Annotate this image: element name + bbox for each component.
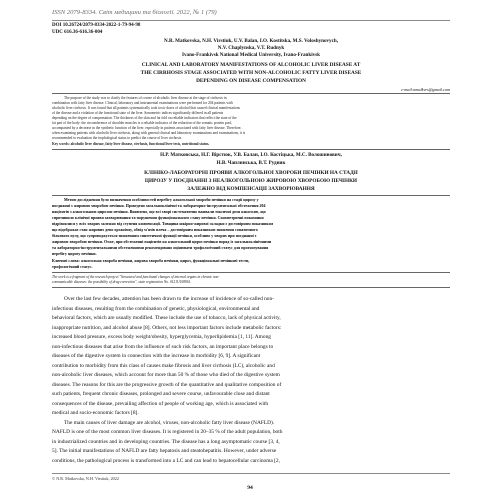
body-line: Over the last few decades, attention has been drawn to the increase of incidence of so-called non-: [64, 296, 274, 302]
abstract-ua-line: білкового пулу, що супроводжується зниженням синтетичної функції печінки, особливо у хворих при поєднанні з: [52, 234, 257, 238]
keywords-en: Key words: alcoholic liver disease, fatty liver disease, cirrhosis, functional liver tests, nutritional status.: [52, 142, 210, 146]
abstract-ua-bottom-rule: [52, 272, 450, 273]
body-line: behavioral factors, which are usually modified. These include the use of tobacco, lack of physical activity,: [52, 315, 281, 321]
abstract-ua-line: перебігу цирозу печінки.: [52, 252, 97, 256]
body-line: diseases. The reasons for this are the progressive growth of the quantitative and qualitative composition of: [52, 381, 282, 388]
keywords-ua-line-2: трофологічний статус.: [52, 265, 93, 269]
body-line: medical and socio-economic factors [8].: [52, 410, 139, 416]
body-line: diseases of the digestive system in connection with the increase in morbidity [6, 9]. A significant: [52, 353, 261, 359]
abstract-en-line: recommended to evaluation the trophological status to predict the course of liver cirrhosis.: [52, 136, 183, 140]
journal-header: ISSN 2079-8334. Світ медицини та біології. 2022, № 1 (79): [52, 9, 217, 16]
body-line: inappropriate nutrition, and alcohol abuse [8]. Others, not less important factors include metabolic factors:: [52, 324, 282, 331]
abstract-ua-line: спричинило клінічні прояви захворювання та порушення функціонального стану печінки. Сонометричні показники: [52, 216, 264, 220]
body-line: non-alcoholic liver diseases, which account for more than 50 % of those who died of the digestive system: [52, 372, 280, 378]
abstract-ua-line: пацієнтів з алкогольним цирозом печінки. Виявлено, що всі хворі систематично вживали токсичні дози алкоголю, що: [52, 210, 266, 214]
body-line: non-infectious diseases that arise from the influence of such risk factors, an important place belongs to: [52, 343, 274, 350]
footnote-line-2: communicable diseases: the possibility of drug correction", state registration No. 0121U108961.: [52, 280, 192, 284]
abstract-en-line: depending on the degree of compensation. The thickness of the skin and fat fold on reliable indicators that reflect the state of the: [52, 116, 237, 120]
authors-ua-line-1: Н.Р. Матковська, Н.Г. Вірстюк, У.В. Балан, І.О. Костіцька, М.С. Волошинович,: [160, 152, 342, 158]
body-line: increased blood pressure, excess body weight/obesity, hyperglycemia, hyperlipidemia [1, 11]. Among: [52, 334, 271, 340]
footer-rule: [52, 473, 450, 474]
footnote-rule: [52, 287, 450, 288]
body-line: infectious diseases, resulting from the combination of genetic, physiological, environmental and: [52, 305, 260, 312]
copyright: © N.R. Matkovska, N.H. Virstiuk, 2022: [52, 476, 119, 481]
authors-ua-line-2: Н.В. Чаплинська, В.Т. Рудник: [216, 160, 286, 166]
abstract-ua-top-rule: [52, 195, 450, 196]
abstract-en-line: combination with fatty liver disease. Clinical, laboratory and instrumental examinations were performed for 204 patients with: [52, 101, 233, 105]
abstract-en-line: accompanied by a decrease in the synthetic function of the liver, especially in patients associated with fatty liver disease. Therefore,: [52, 126, 242, 130]
abstract-en-line: The purpose of the study was to clarify the features of course of alcoholic liver disease at the stage of cirrhosis in: [64, 96, 227, 100]
abstract-ua-line: відрізнялися у всіх хворих залежно від ступеня компенсації. Товщина шкірно-жирової складки є достовірним показником: [52, 222, 274, 226]
body-line: contribution to morbidity from this class of causes make fibrosis and liver cirrhosis (LC), alcoholic and: [52, 362, 275, 369]
body-line: consequences of the disease, prevailing affection of people of working age, which is associated with: [52, 400, 269, 407]
title-ua-line-2: ЦИРОЗУ У ПОЄДНАННІ З НЕАЛКОГОЛЬНОЮ ЖИРОВОЮ ХВОРОБОЮ ПЕЧІНКИ: [144, 178, 358, 184]
affiliation-en: Ivano-Frankivsk National Medical University, Ivano-Frankivsk: [182, 52, 320, 58]
body-line: in industrialized countries and in developing countries. The disease has a long asymptomatic course [3, 4,: [52, 438, 280, 445]
doi-line: DOI 10.26724/2079-8334-2022-1-79-94-98: [52, 23, 141, 28]
authors-en-line-2: N.V. Chaplynska, V.T. Rudnyk: [217, 45, 285, 51]
body-line: NAFLD is one of the most common liver diseases. It is registered in 20–35 % of the adult population, both: [52, 429, 283, 435]
abstract-en-line: of the disease and a violation of the functional state of the liver. Sonometric indices significantly differed in all patients: [52, 111, 224, 115]
body-line: such patients, frequent chronic diseases, prolonged and severe course, unfavourable close and distant: [52, 391, 270, 397]
body-line: The main causes of liver damage are alcohol, viruses, non-alcoholic fatty liver disease (NAFLD).: [64, 419, 275, 426]
body-line: 5]. The initial manifestations of NAFLD are fatty hepatosis and steatohepatitis. However, under adverse: [52, 448, 277, 454]
body-line: conditions, the pathological process is transformed into a LC and can lead to hepatocellular carcinoma [2,: [52, 457, 280, 464]
abstract-en-top-rule: [52, 93, 450, 94]
title-en-line-2: THE CIRRHOSIS STAGE ASSOCIATED WITH NON-ALCOHOLIC FATTY LIVER DISEASE: [140, 70, 362, 76]
abstract-ua-line: Метою дослідження було визначення особливостей перебігу алкогольної хвороби печінки на стадії цирозу у: [64, 198, 259, 202]
title-ua-line-3: ЗАЛЕЖНО ВІД КОМПЕНСАЦІЇ ЗАХВОРЮВАННЯ: [187, 186, 315, 192]
page-number: 94: [247, 485, 253, 491]
abstract-en-bottom-rule: [52, 149, 450, 150]
abstract-en-line: fat part of the body: the circumference of shoulder muscles is a reliable indicator of the reduction of the somatic protein pool,: [52, 121, 233, 125]
keywords-ua-line-1: Ключові слова: алкогольна хвороба печінки, жирова хвороба печінки, цироз, функціональні печінкові тести,: [52, 259, 250, 263]
footnote-line-1: The work is a fragment of the research project "Structural and functional changes of internal organs in chronic non-: [52, 275, 220, 279]
email: e-mail:nmalkvrs@gmail.com: [401, 87, 450, 92]
header-rule: [52, 20, 450, 21]
abstract-ua-line: та лабораторно-інструментальними обстеженнями рекомендовано оцінювати трофологічний статус для прогнозування: [52, 246, 269, 250]
authors-en-line-1: N.R. Matkovska, N.H. Virstiuk, U.V. Balan, I.O. Kostitska, M.S. Voloshynovych,: [164, 38, 338, 44]
abstract-ua-line: жировою хворобою печінки. Отже, при обстеженні пацієнтів на алкогольний цироз печінки поряд із загальноклінічними: [52, 240, 272, 244]
abstract-ua-line: що відображає стан жирових депо організму, обвід м'язів плеча – достовірним показником зниження соматичного: [52, 228, 258, 232]
abstract-en-line: alcoholic liver cirrhosis. It was found that all patients systematically took toxic doses of alcohol that caused clinical manifestations: [52, 106, 240, 110]
title-ua-line-1: КЛІНІКО-ЛАБОРАТОРНІ ПРОЯВИ АЛКОГОЛЬНОЇ ХВОРОБИ ПЕЧІНКИ НА СТАДІЇ: [144, 170, 358, 176]
udc-line: UDC 616.36-616.36-004: [52, 30, 103, 35]
title-en-line-1: CLINICAL AND LABORATORY MANIFESTATIONS OF ALCOHOLIC LIVER DISEASE AT: [141, 62, 361, 68]
title-en-line-3: DEPENDING ON DISEASE COMPENSATION: [196, 78, 306, 84]
abstract-ua-line: поєднанні з жировою хворобою печінки. Проведено загальноклінічні та лабораторно-інструментальні обстеження 204: [52, 204, 266, 208]
abstract-en-line: when examining patients with alcoholic liver cirrhosis, along with general clinical and laboratory examinations and examinations, it is: [52, 131, 246, 135]
